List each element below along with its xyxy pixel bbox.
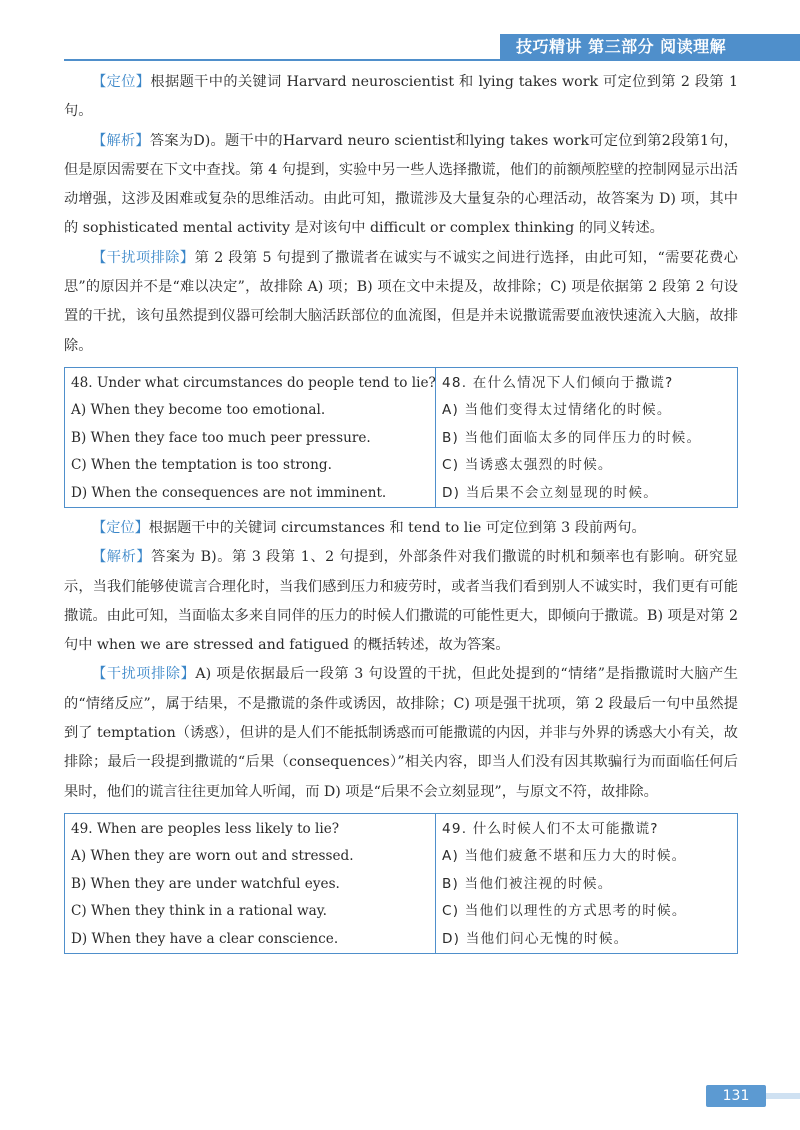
table-row — [65, 843, 738, 870]
paragraph-analysis-47 — [64, 127, 738, 244]
question-49-zh-option-a: A) 当他们疲惫不堪和压力大的时候。 — [436, 843, 738, 870]
table-row — [65, 367, 738, 397]
question-49-zh-option-c: C) 当他们以理性的方式思考的时候。 — [436, 898, 738, 925]
table-row — [65, 926, 738, 954]
paragraph-text: 根据题干中的关键词 circumstances 和 tend to lie 可定位到第 3 段前两句。 — [148, 520, 646, 536]
question-49-table — [64, 813, 738, 954]
question-49-zh-option-d: D) 当他们问心无愧的时候。 — [436, 926, 738, 954]
table-row — [65, 425, 738, 452]
table-row — [65, 397, 738, 424]
question-48-zh-option-a: A) 当他们变得太过情绪化的时候。 — [436, 397, 738, 424]
tag-locate: 【定位】 — [92, 520, 149, 536]
question-49-en-option-b: B) When they are under watchful eyes. — [71, 875, 340, 892]
table-row — [65, 898, 738, 925]
paragraph-text: 答案为D)。题干中的Harvard neuro scientist和lying takes work可定位到第2段第1句，但是原因需要在下文中查找。第 4 句提到，实验中另一些人选择撒谎，他们的前额颅腔壁的控制网显示出活动增强，这涉及困难或复杂的思维活动。由此可知，撒谎涉及大量复杂的心理活动，故答案为 D) 项，其中的 sophisticated mental activity 是对该句中 difficult or complex thinking 的同义转述。 — [64, 132, 738, 237]
table-row — [65, 480, 738, 508]
table-row — [65, 871, 738, 898]
question-48-zh-option-d: D) 当后果不会立刻显现的时候。 — [436, 480, 738, 508]
paragraph-distractor-48 — [64, 660, 738, 806]
question-48-en-stem: 48. Under what circumstances do people tend to lie? — [71, 374, 436, 391]
paragraph-text: 根据题干中的关键词 Harvard neuroscientist 和 lying takes work 可定位到第 2 段第 1 句。 — [64, 74, 738, 120]
paragraph-text: 第 2 段第 5 句提到了撒谎者在诚实与不诚实之间进行选择，由此可知，“需要花费心思”的原因并不是“难以决定”，故排除 A) 项；B) 项在文中未提及，故排除；C) 项是依据第 2 段第 2 句设置的干扰，该句虽然提到仪器可绘制大脑活跃部位的血流图，但是并未说撒谎需要血液快速流入大脑，故排除。 — [64, 249, 738, 354]
question-49-en-stem: 49. When are peoples less likely to lie? — [71, 820, 340, 837]
question-49-en-option-c: C) When they think in a rational way. — [71, 903, 327, 920]
page-content — [64, 68, 738, 960]
section-header-title: 技巧精讲 第三部分 阅读理解 — [516, 37, 727, 56]
table-row — [65, 813, 738, 843]
tag-analysis: 【解析】 — [92, 132, 150, 149]
paragraph-text: A) 项是依据最后一段第 3 句设置的干扰，但此处提到的“情绪”是指撒谎时大脑产生的“情绪反应”，属于结果，不是撒谎的条件或诱因，故排除；C) 项是强干扰项，第 2 段最后一句中虽然提到了 temptation（诱惑），但讲的是人们不能抵制诱惑而可能撒谎的内因，并非与外界的诱惑大小有关，故排除；最后一段提到撒谎的“后果（consequences）”相关内容，即当人们没有因其欺骗行为而面临任何后果时，他们的谎言往往更加耸人听闻，而 D) 项是“后果不会立刻显现”，与原文不符，故排除。 — [64, 666, 738, 800]
tag-distractor: 【干扰项排除】 — [92, 666, 196, 683]
question-48-table — [64, 367, 738, 508]
page-number: 131 — [706, 1085, 766, 1107]
table-row — [65, 452, 738, 479]
tag-locate: 【定位】 — [92, 74, 151, 90]
tag-distractor: 【干扰项排除】 — [92, 249, 195, 266]
question-48-en-option-c: C) When the temptation is too strong. — [71, 457, 332, 474]
question-49-zh-stem: 49. 什么时候人们不太可能撒谎? — [436, 813, 738, 843]
header-divider — [64, 59, 800, 61]
question-48-en-option-b: B) When they face too much peer pressure. — [71, 429, 371, 446]
paragraph-distractor-47 — [64, 244, 738, 361]
question-49-en-option-d: D) When they have a clear conscience. — [71, 930, 339, 947]
question-48-en-option-d: D) When the consequences are not imminent. — [71, 484, 387, 501]
paragraph-analysis-48 — [64, 543, 738, 660]
question-48-en-option-a: A) When they become too emotional. — [71, 402, 326, 419]
question-49-en-option-a: A) When they are worn out and stressed. — [71, 848, 354, 865]
paragraph-locate-48 — [64, 514, 738, 543]
question-49-zh-option-b: B) 当他们被注视的时候。 — [436, 871, 738, 898]
question-48-zh-option-c: C) 当诱惑太强烈的时候。 — [436, 452, 738, 479]
question-48-zh-option-b: B) 当他们面临太多的同伴压力的时候。 — [436, 425, 738, 452]
tag-analysis: 【解析】 — [92, 549, 152, 566]
question-48-zh-stem: 48. 在什么情况下人们倾向于撒谎? — [436, 367, 738, 397]
page-number-accent — [766, 1093, 800, 1099]
section-header — [500, 34, 800, 60]
paragraph-locate-47 — [64, 68, 738, 127]
paragraph-text: 答案为 B)。第 3 段第 1、2 句提到，外部条件对我们撒谎的时机和频率也有影响。研究显示，当我们能够使谎言合理化时，当我们感到压力和疲劳时，或者当我们看到别人不诚实时，我们更有可能撒谎。由此可知，当面临太多来自同伴的压力的时候人们撒谎的可能性更大，即倾向于撒谎。B) 项是对第 2 句中 when we are stressed and fatigued 的概括转述，故为答案。 — [64, 549, 738, 654]
